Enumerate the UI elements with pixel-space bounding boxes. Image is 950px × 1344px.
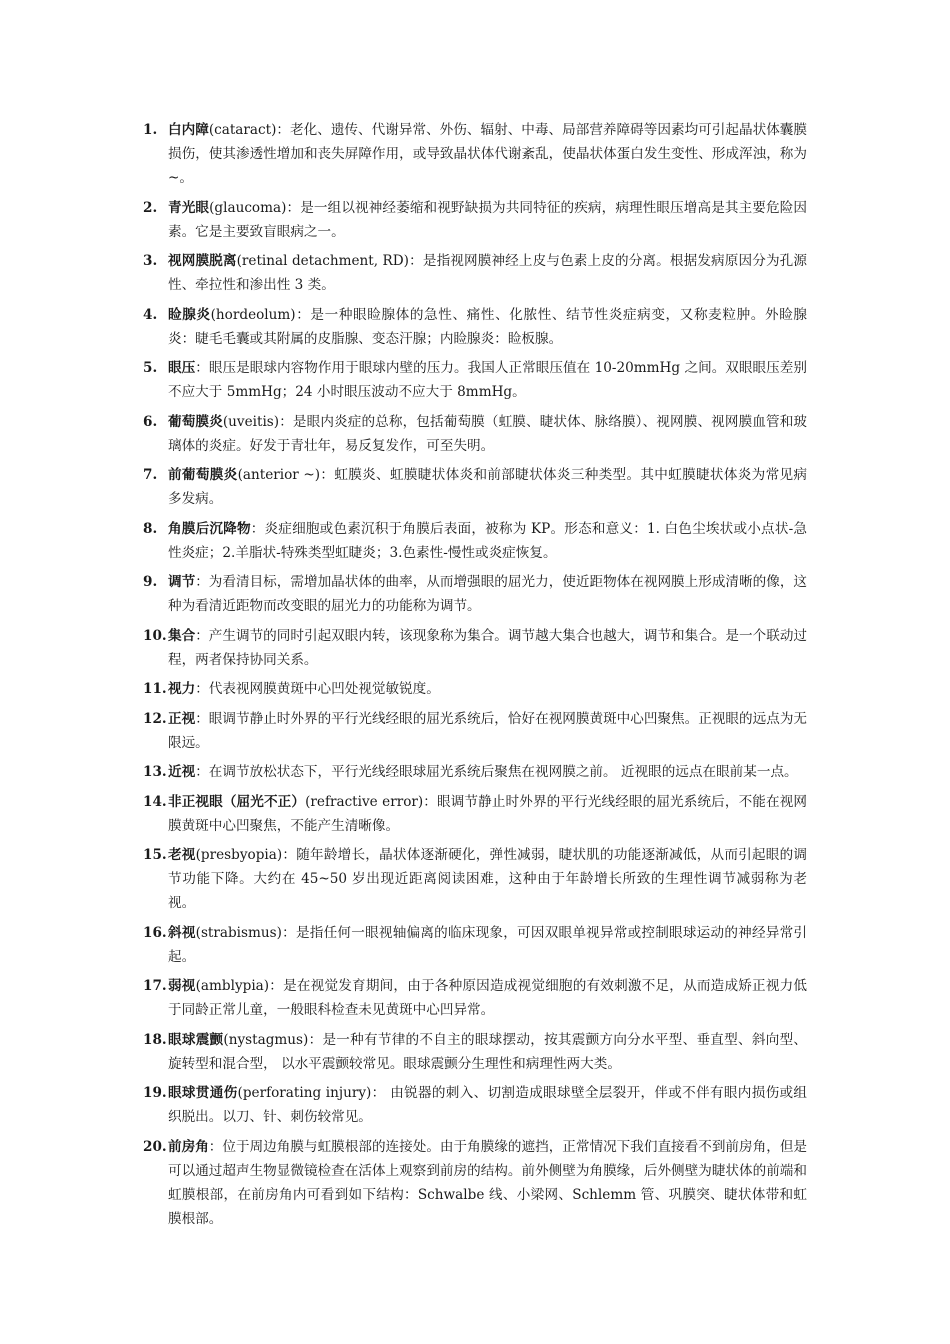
list-item <box>143 118 807 190</box>
definition-text: (retinal detachment, RD)：是指视网膜神经上皮与色素上皮的分离。根据发病原因分为孔源性、牵拉性和渗出性 3 类。 <box>168 253 807 293</box>
item-paragraph <box>168 760 807 784</box>
item-number: 6. <box>143 413 158 430</box>
item-text <box>168 356 807 404</box>
term-label: 弱视 <box>168 978 196 994</box>
item-text <box>168 843 807 915</box>
item-number: 2. <box>143 199 158 216</box>
list-item <box>143 249 807 297</box>
item-number: 11. <box>143 681 167 697</box>
term-label: 集合 <box>168 627 196 644</box>
item-number: 18. <box>143 1031 167 1048</box>
item-number: 20. <box>143 1138 167 1155</box>
item-text <box>168 1081 807 1129</box>
definition-text: (amblypia)：是在视觉发育期间，由于各种原因造成视觉细胞的有效刺激不足，从而造成矫正视力低于同龄正常儿童，一般眼科检查未见黄斑中心凹异常。 <box>168 978 808 1018</box>
term-label: 睑腺炎 <box>168 306 211 323</box>
item-number: 9. <box>143 574 158 590</box>
list-item <box>143 843 807 915</box>
term-label: 视网膜脱离 <box>168 253 237 269</box>
item-paragraph <box>168 1028 807 1076</box>
item-text <box>168 303 807 351</box>
term-label: 葡萄膜炎 <box>168 413 223 430</box>
term-label: 视力 <box>168 681 196 697</box>
definition-text: ：位于周边角膜与虹膜根部的连接处。由于角膜缘的遮挡，正常情况下我们直接看不到前房角，但是可以通过超声生物显微镜检查在活体上观察到前房的结构。前外侧壁为角膜缘，后外侧壁为睫状体的前端和虹膜根部，在前房角内可看到如下结构：Schwalbe 线、小梁网、Schlemm 管、巩膜突、睫状体带和虹膜根部。 <box>168 1138 808 1227</box>
term-label: 近视 <box>168 764 196 780</box>
item-paragraph <box>168 921 807 969</box>
list-item <box>143 624 807 672</box>
term-label: 调节 <box>168 574 196 590</box>
item-text <box>168 921 807 969</box>
item-paragraph <box>168 843 807 915</box>
definition-list <box>143 118 807 1236</box>
definition-text: (perforating injury)： 由锐器的刺入、切割造成眼球壁全层裂开，伴或不伴有眼内损伤或组织脱出。以刀、针、刺伤较常见。 <box>168 1085 808 1125</box>
term-label: 斜视 <box>168 924 196 941</box>
term-label: 角膜后沉降物 <box>168 520 251 537</box>
list-item <box>143 303 807 351</box>
term-label: 眼压 <box>168 360 196 376</box>
item-number: 3. <box>143 253 158 269</box>
item-paragraph <box>168 356 807 404</box>
item-paragraph <box>168 1081 807 1129</box>
list-item <box>143 356 807 404</box>
term-label: 前葡萄膜炎 <box>168 467 238 483</box>
item-text <box>168 463 807 511</box>
definition-text: (refractive error)：眼调节静止时外界的平行光线经眼的屈光系统后，不能在视网膜黄斑中心凹聚焦，不能产生清晰像。 <box>168 793 808 834</box>
list-item <box>143 921 807 969</box>
definition-text: ：眼调节静止时外界的平行光线经眼的屈光系统后，恰好在视网膜黄斑中心凹聚焦。正视眼的远点为无限远。 <box>168 710 808 751</box>
item-number: 12. <box>143 710 167 727</box>
item-text <box>168 196 807 244</box>
item-paragraph <box>168 517 807 565</box>
item-text <box>168 249 807 297</box>
list-item <box>143 1028 807 1076</box>
item-text <box>168 570 807 618</box>
list-item <box>143 1135 807 1231</box>
item-number: 17. <box>143 978 167 994</box>
definition-text: (uveitis)：是眼内炎症的总称，包括葡萄膜（虹膜、睫状体、脉络膜）、视网膜、视网膜血管和玻璃体的炎症。好发于青壮年，易反复发作，可至失明。 <box>168 413 808 454</box>
list-item <box>143 570 807 618</box>
definition-text: (hordeolum)：是一种眼睑腺体的急性、痛性、化脓性、结节性炎症病变，又称麦粒肿。外睑腺炎：睫毛毛囊或其附属的皮脂腺、变态汗腺；内睑腺炎：睑板腺。 <box>168 306 808 347</box>
item-paragraph <box>168 624 807 672</box>
item-number: 7. <box>143 467 158 483</box>
definition-text: (cataract)：老化、遗传、代谢异常、外伤、辐射、中毒、局部营养障碍等因素均可引起晶状体囊膜损伤，使其渗透性增加和丧失屏障作用，或导致晶状体代谢紊乱，使晶状体蛋白发生变性、形成浑浊，称为~。 <box>168 122 808 186</box>
item-paragraph <box>168 303 807 351</box>
item-text <box>168 707 807 755</box>
list-item <box>143 760 807 784</box>
definition-text: ：代表视网膜黄斑中心凹处视觉敏锐度。 <box>195 681 440 697</box>
definition-text: (anterior ~)：虹膜炎、虹膜睫状体炎和前部睫状体炎三种类型。其中虹膜睫状体炎为常见病多发病。 <box>168 467 807 507</box>
item-number: 5. <box>143 360 158 376</box>
item-number: 1. <box>143 122 158 138</box>
list-item <box>143 463 807 511</box>
definition-text: (strabismus)：是指任何一眼视轴偏离的临床现象，可因双眼单视异常或控制眼球运动的神经异常引起。 <box>168 924 808 965</box>
item-number: 13. <box>143 764 167 780</box>
item-paragraph <box>168 707 807 755</box>
item-text <box>168 118 807 190</box>
item-text <box>168 974 807 1022</box>
definition-text: ：为看清目标，需增加晶状体的曲率，从而增强眼的屈光力，使近距物体在视网膜上形成清晰的像，这种为看清近距物而改变眼的屈光力的功能称为调节。 <box>168 574 808 614</box>
item-number: 4. <box>143 306 158 323</box>
item-number: 16. <box>143 924 167 941</box>
item-number: 10. <box>143 627 167 644</box>
item-number: 8. <box>143 520 158 537</box>
item-paragraph <box>168 118 807 190</box>
item-paragraph <box>168 790 807 838</box>
item-text <box>168 760 807 784</box>
item-number: 15. <box>143 847 167 863</box>
item-text <box>168 624 807 672</box>
item-paragraph <box>168 410 807 458</box>
term-label: 老视 <box>168 847 196 863</box>
list-item <box>143 410 807 458</box>
item-paragraph <box>168 570 807 618</box>
item-text <box>168 677 807 701</box>
item-text <box>168 1028 807 1076</box>
definition-text: ：在调节放松状态下，平行光线经眼球屈光系统后聚焦在视网膜之前。 近视眼的远点在眼前某一点。 <box>195 764 798 780</box>
definition-text: ：炎症细胞或色素沉积于角膜后表面，被称为 KP。形态和意义：1. 白色尘埃状或小点状-急性炎症；2.羊脂状-特殊类型虹睫炎；3.色素性-慢性或炎症恢复。 <box>168 520 807 561</box>
definition-text: ：眼压是眼球内容物作用于眼球内壁的压力。我国人正常眼压值在 10-20mmHg 之间。双眼眼压差别不应大于 5mmHg；24 小时眼压波动不应大于 8mmHg。 <box>168 360 808 400</box>
definition-text: (presbyopia)：随年龄增长，晶状体逐渐硬化，弹性减弱，睫状肌的功能逐渐减低，从而引起眼的调节功能下降。大约在 45~50 岁出现近距离阅读困难，这种由于年龄增长所致的生理性调节减弱称为老视。 <box>168 847 807 911</box>
list-item <box>143 677 807 701</box>
term-label: 正视 <box>168 710 196 727</box>
list-item <box>143 707 807 755</box>
item-number: 19. <box>143 1085 167 1101</box>
term-label: 眼球震颤 <box>168 1031 224 1048</box>
item-paragraph <box>168 974 807 1022</box>
item-paragraph <box>168 677 807 701</box>
term-label: 前房角 <box>168 1138 209 1155</box>
list-item <box>143 790 807 838</box>
term-label: 青光眼 <box>168 199 210 216</box>
item-paragraph <box>168 249 807 297</box>
item-paragraph <box>168 463 807 511</box>
list-item <box>143 974 807 1022</box>
item-text <box>168 410 807 458</box>
item-paragraph <box>168 1135 807 1231</box>
list-item <box>143 517 807 565</box>
list-item <box>143 1081 807 1129</box>
definition-text: (glaucoma)：是一组以视神经萎缩和视野缺损为共同特征的疾病，病理性眼压增高是其主要危险因素。它是主要致盲眼病之一。 <box>168 199 808 240</box>
item-text <box>168 517 807 565</box>
definition-text: (nystagmus)：是一种有节律的不自主的眼球摆动，按其震颤方向分水平型、垂直型、斜向型、旋转型和混合型， 以水平震颤较常见。眼球震颤分生理性和病理性两大类。 <box>168 1031 808 1072</box>
term-label: 眼球贯通伤 <box>168 1085 238 1101</box>
term-label: 白内障 <box>168 122 209 138</box>
item-text <box>168 790 807 838</box>
definition-text: ：产生调节的同时引起双眼内转，该现象称为集合。调节越大集合也越大，调节和集合。是一个联动过程，两者保持协同关系。 <box>168 627 808 668</box>
item-number: 14. <box>143 793 167 810</box>
list-item <box>143 196 807 244</box>
item-paragraph <box>168 196 807 244</box>
term-label: 非正视眼（屈光不正） <box>168 793 306 810</box>
item-text <box>168 1135 807 1231</box>
